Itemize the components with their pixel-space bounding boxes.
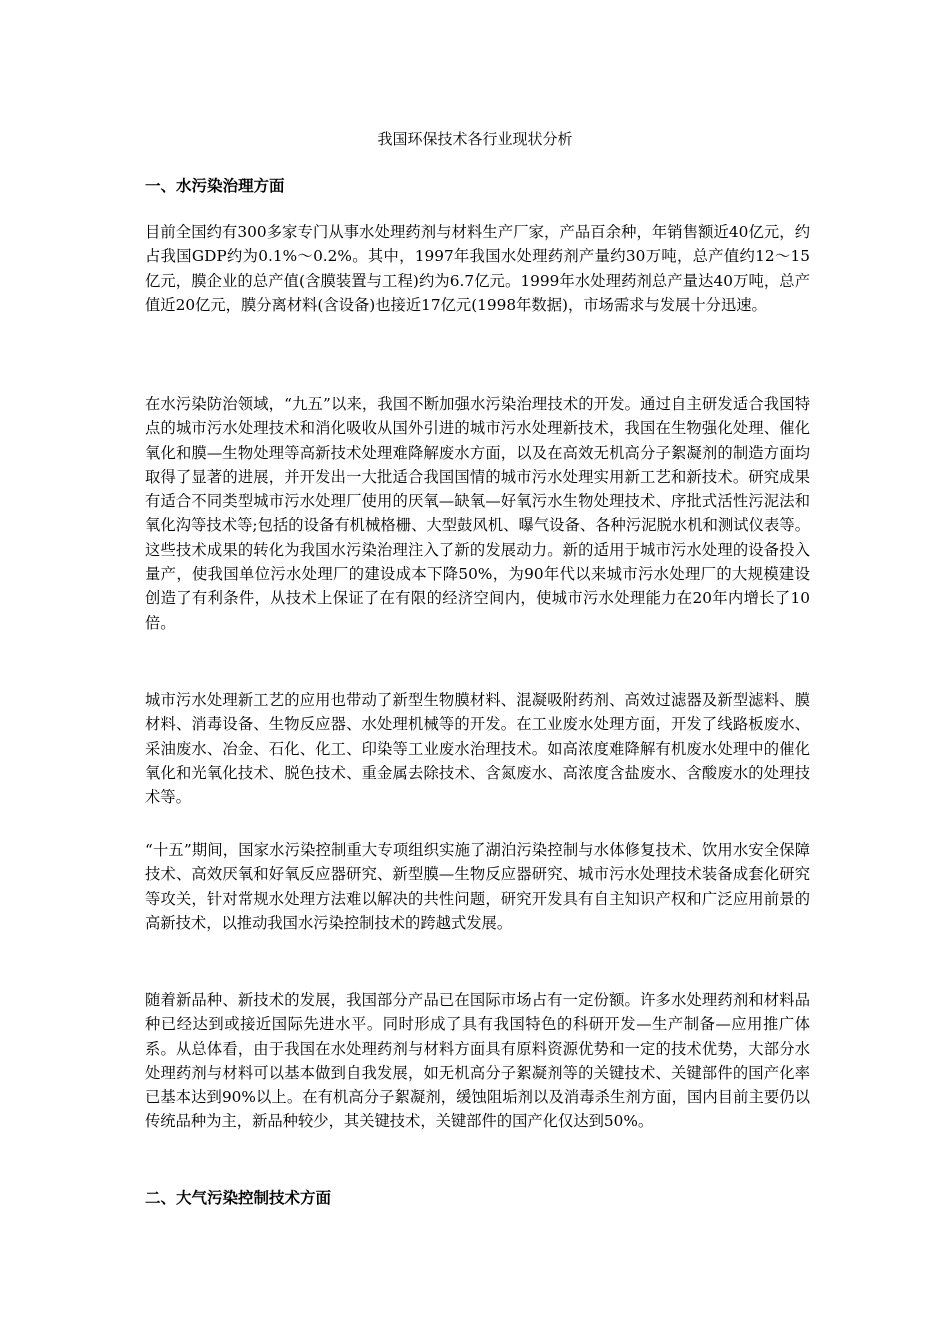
paragraph-tenth-five-year: “十五”期间，国家水污染控制重大专项组织实施了湖泊污染控制与水体修复技术、饮用水安全保障技术、高效厌氧和好氧反应器研究、新型膜—生物反应器研究、城市污水处理技术装备成套化研究等攻关，针对常规水处理方法难以解决的共性问题，研究开发具有自主知识产权和广泛应用前景的高新技术，以推动我国水污染控制技术的跨越式发展。 <box>145 841 810 932</box>
section-heading-air-pollution: 二、大气污染控制技术方面 <box>145 1189 332 1207</box>
paragraph-market-overview: 目前全国约有300多家专门从事水处理药剂与材料生产厂家，产品百余种，年销售额近40亿元，约占我国GDP约为0.1%～0.2%。其中，1997年我国水处理药剂产量约30万吨，总产值约12～15亿元，膜企业的总产值(含膜装置与工程)约为6.7亿元。1999年水处理药剂总产量达40万吨，总产值近20亿元，膜分离材料(含设备)也接近17亿元(1998年数据)，市场需求与发展十分迅速。 <box>145 223 810 314</box>
document-title: 我国环保技术各行业现状分析 <box>377 130 573 148</box>
paragraph-ninth-five-year: 在水污染防治领域，“九五”以来，我国不断加强水污染治理技术的开发。通过自主研发适合我国特点的城市污水处理技术和消化吸收从国外引进的城市污水处理新技术，我国在生物强化处理、催化氧化和膜—生物处理等高新技术处理难降解废水方面，以及在高效无机高分子絮凝剂的制造方面均取得了显著的进展，并开发出一大批适合我国国情的城市污水处理实用新工艺和新技术。研究成果有适合不同类型城市污水处理厂使用的厌氧—缺氧—好氧污水生物处理技术、序批式活性污泥法和氧化沟等技术等;包括的设备有机械格栅、大型鼓风机、曝气设备、各种污泥脱水机和测试仪表等。这些技术成果的转化为我国水污染治理注入了新的发展动力。新的适用于城市污水处理的设备投入量产，使我国单位污水处理厂的建设成本下降50%，为90年代以来城市污水处理厂的大规模建设创造了有利条件，从技术上保证了在有限的经济空间内，使城市污水处理能力在20年内增长了10倍。 <box>145 395 810 632</box>
paragraph-new-processes: 城市污水处理新工艺的应用也带动了新型生物膜材料、混凝吸附药剂、高效过滤器及新型滤料、膜材料、消毒设备、生物反应器、水处理机械等的开发。在工业废水处理方面，开发了线路板废水、采油废水、冶金、石化、化工、印染等工业废水治理技术。如高浓度难降解有机废水处理中的催化氧化和光氧化技术、脱色技术、重金属去除技术、含氮废水、高浓度含盐废水、含酸废水的处理技术等。 <box>145 691 810 807</box>
section-heading-water-pollution: 一、水污染治理方面 <box>145 177 285 195</box>
paragraph-international-market: 随着新品种、新技术的发展，我国部分产品已在国际市场占有一定份额。许多水处理药剂和材料品种已经达到或接近国际先进水平。同时形成了具有我国特色的科研开发—生产制备—应用推广体系。从总体看，由于我国在水处理药剂与材料方面具有原料资源优势和一定的技术优势，大部分水处理药剂与材料可以基本做到自我发展，如无机高分子絮凝剂等的关键技术、关键部件的国产化率已基本达到90%以上。在有机高分子絮凝剂，缓蚀阻垢剂以及消毒杀生剂方面，国内目前主要仍以传统品种为主，新品种较少，其关键技术，关键部件的国产化仅达到50%。 <box>145 991 810 1131</box>
